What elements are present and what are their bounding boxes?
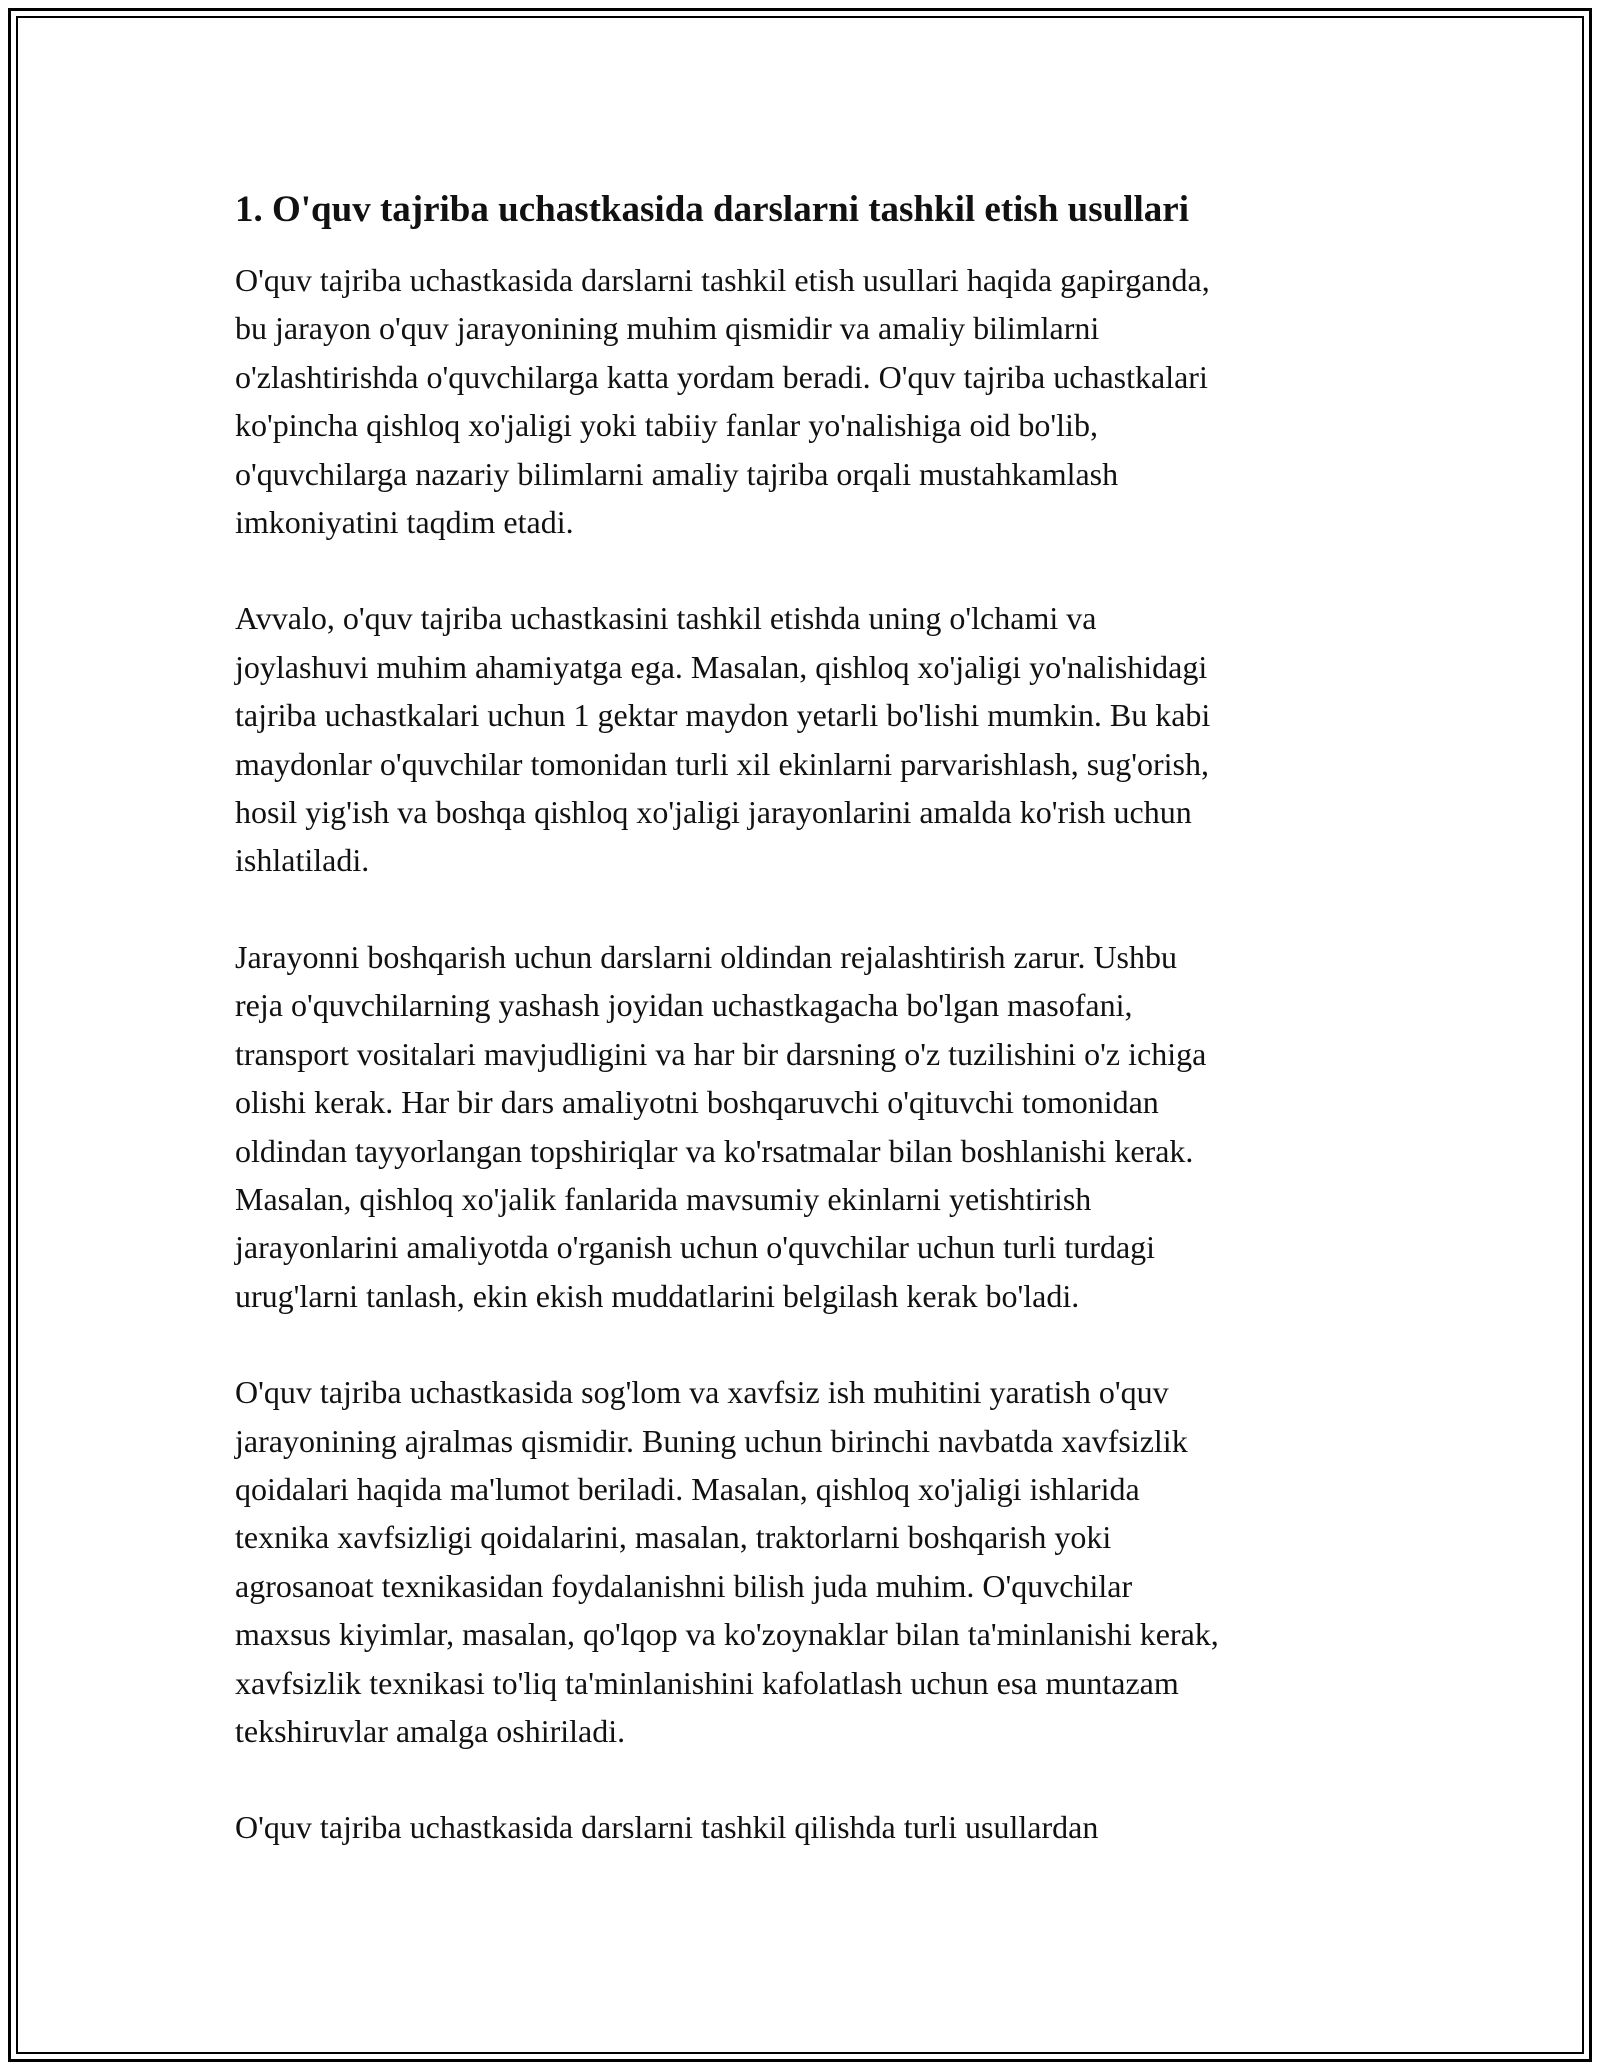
text-line: imkoniyatini taqdim etadi. (235, 504, 574, 541)
text-line: reja o'quvchilarning yashash joyidan uchastkagacha bo'lgan masofani, (235, 987, 1133, 1024)
paragraph-5 (235, 1803, 1375, 1851)
text-line: qoidalari haqida ma'lumot beriladi. Masalan, qishloq xo'jaligi ishlarida (235, 1470, 1140, 1507)
text-line: oldindan tayyorlangan topshiriqlar va ko'rsatmalar bilan boshlanishi kerak. (235, 1132, 1194, 1169)
section-heading: 1. O'quv tajriba uchastkasida darslarni tashkil etish usullari (235, 189, 1189, 230)
text-line: maydonlar o'quvchilar tomonidan turli xil ekinlarni parvarishlash, sug'orish, (235, 745, 1209, 782)
text-line: ko'pincha qishloq xo'jaligi yoki tabiiy fanlar yo'nalishiga oid bo'lib, (235, 407, 1098, 444)
text-line: jarayonining ajralmas qismidir. Buning uchun birinchi navbatda xavfsizlik (235, 1422, 1188, 1459)
text-line: maxsus kiyimlar, masalan, qo'lqop va ko'zoynaklar bilan ta'minlanishi kerak, (235, 1616, 1219, 1653)
document-body (235, 186, 1375, 1900)
text-line: transport vositalari mavjudligini va har bir darsning o'z tuzilishini o'z ichiga (235, 1035, 1207, 1072)
text-line: o'quvchilarga nazariy bilimlarni amaliy tajriba orqali mustahkamlash (235, 455, 1119, 492)
text-line: agrosanoat texnikasidan foydalanishni bilish juda muhim. O'quvchilar (235, 1567, 1133, 1604)
text-line: o'zlashtirishda o'quvchilarga katta yordam beradi. O'quv tajriba uchastkalari (235, 358, 1208, 395)
text-line: texnika xavfsizligi qoidalarini, masalan, traktorlarni boshqarish yoki (235, 1519, 1112, 1556)
text-line: xavfsizlik texnikasi to'liq ta'minlanishini kafolatlash uchun esa muntazam (235, 1664, 1179, 1701)
text-line: Jarayonni boshqarish uchun darslarni oldindan rejalashtirish zarur. Ushbu (235, 938, 1177, 975)
text-line: Masalan, qishloq xo'jalik fanlarida mavsumiy ekinlarni yetishtirish (235, 1180, 1092, 1217)
text-line: O'quv tajriba uchastkasida sog'lom va xavfsiz ish muhitini yaratish o'quv (235, 1374, 1169, 1411)
paragraph-3 (235, 933, 1375, 1320)
paragraph-4 (235, 1368, 1375, 1755)
text-line: ishlatiladi. (235, 842, 370, 879)
text-line: olishi kerak. Har bir dars amaliyotni boshqaruvchi o'qituvchi tomonidan (235, 1084, 1159, 1121)
paragraph-1 (235, 256, 1375, 546)
text-line: bu jarayon o'quv jarayonining muhim qismidir va amaliy bilimlarni (235, 310, 1100, 347)
text-line: joylashuvi muhim ahamiyatga ega. Masalan, qishloq xo'jaligi yo'nalishidagi (235, 648, 1208, 685)
text-line: urug'larni tanlash, ekin ekish muddatlarini belgilash kerak bo'ladi. (235, 1277, 1080, 1314)
text-line: tekshiruvlar amalga oshiriladi. (235, 1712, 626, 1749)
text-line: O'quv tajriba uchastkasida darslarni tashkil qilishda turli usullardan (235, 1809, 1099, 1846)
text-line: jarayonlarini amaliyotda o'rganish uchun o'quvchilar uchun turli turdagi (235, 1229, 1156, 1266)
text-line: tajriba uchastkalari uchun 1 gektar maydon yetarli bo'lishi mumkin. Bu kabi (235, 697, 1211, 734)
text-line: hosil yig'ish va boshqa qishloq xo'jaligi jarayonlarini amalda ko'rish uchun (235, 794, 1192, 831)
text-line: Avvalo, o'quv tajriba uchastkasini tashkil etishda uning o'lchami va (235, 600, 1097, 637)
text-line: O'quv tajriba uchastkasida darslarni tashkil etish usullari haqida gapirganda, (235, 262, 1210, 298)
paragraph-2 (235, 594, 1375, 884)
